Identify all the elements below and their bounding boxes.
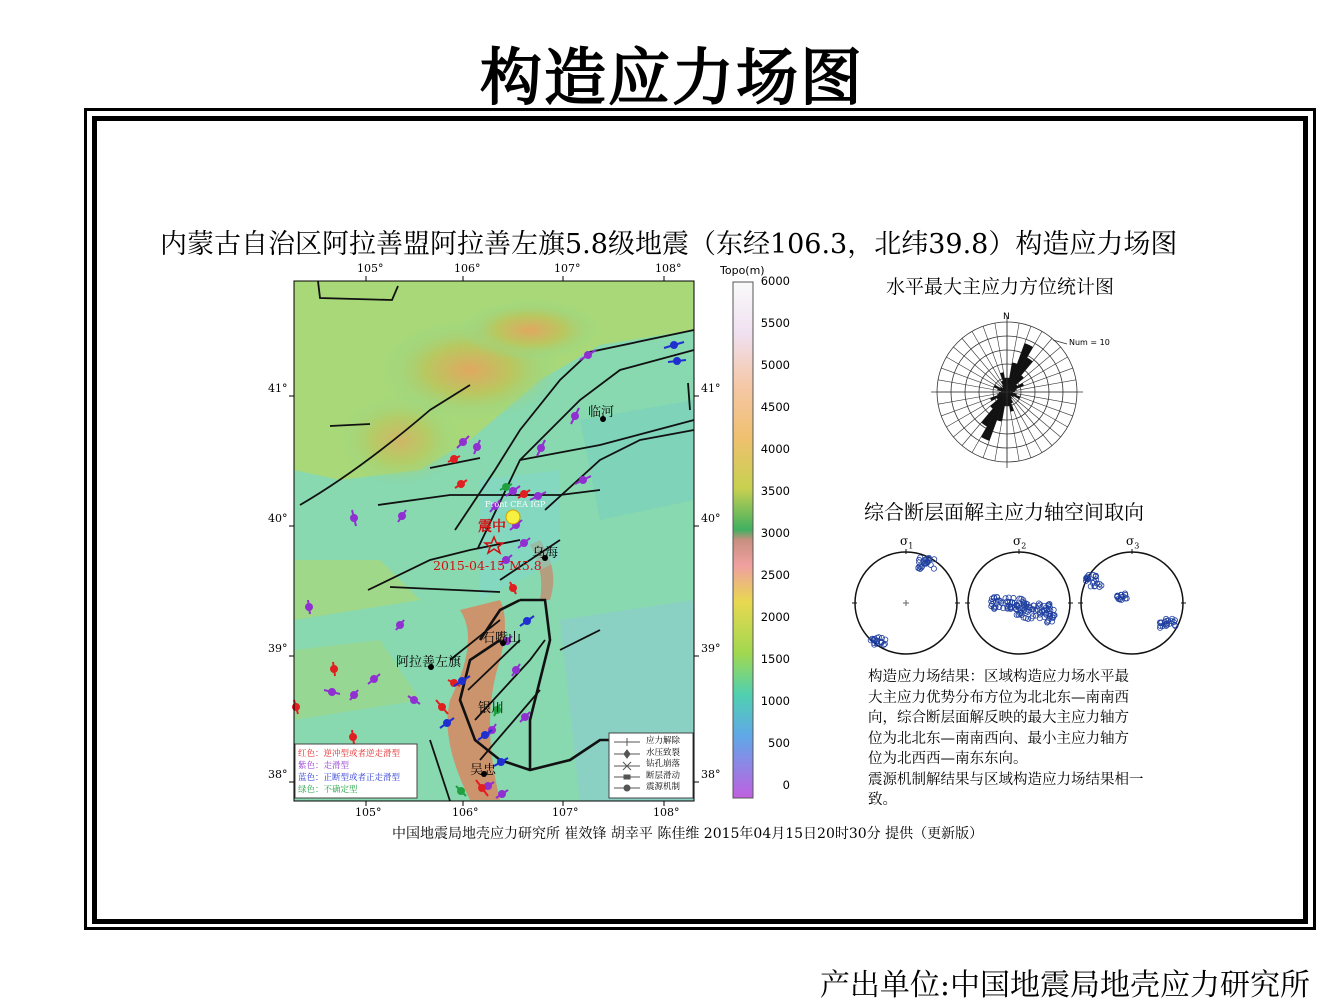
lat-tick-right-41: 41° <box>701 382 721 395</box>
place-alashan: 阿拉善左旗 <box>396 655 462 670</box>
lon-tick-bottom-107: 107° <box>552 806 579 819</box>
sigma2-label: $\sigma_2$ <box>1013 534 1027 551</box>
result-line: 大主应力优势分布方位为北北东—南南西 <box>868 689 1129 706</box>
lat-tick-left-38: 38° <box>268 768 288 781</box>
rose-diagram <box>931 316 1083 468</box>
result-line: 向，综合断层面解反映的最大主应力轴方 <box>868 710 1129 726</box>
legend-stress-relief: 应力解除 <box>646 736 681 746</box>
place-wuzhong: 吴忠 <box>470 763 497 778</box>
place-yinchuan: 银川 <box>478 701 505 716</box>
lon-tick-top-108: 108° <box>655 262 682 275</box>
lat-tick-left-41: 41° <box>268 382 288 395</box>
result-line: 位为北西西—南东东向。 <box>868 751 1028 767</box>
result-line: 致。 <box>868 792 897 808</box>
colorbar-tick-label: 5500 <box>760 316 790 330</box>
lon-tick-top-107: 107° <box>554 262 581 275</box>
legend-unknown: 绿色：不确定型 <box>298 785 358 795</box>
place-wuhai: 乌海 <box>532 546 559 561</box>
topo-map <box>294 281 694 801</box>
lon-tick-bottom-105: 105° <box>355 806 382 819</box>
colorbar-tick-label: 2000 <box>760 610 790 624</box>
method-legend <box>646 736 680 794</box>
colorbar-tick-label: 3000 <box>760 526 790 540</box>
sigma3-label: $\sigma_3$ <box>1126 534 1140 551</box>
colorbar-tick-label: 4500 <box>760 400 790 414</box>
lat-tick-left-40: 40° <box>268 512 288 525</box>
colorbar-tick-label: 2500 <box>760 568 790 582</box>
colorbar-tick-label: 4000 <box>760 442 790 456</box>
colorbar-title: Topo(m) <box>720 264 765 277</box>
colorbar-tick-label: 1000 <box>760 694 790 708</box>
map-title: 内蒙古自治区阿拉善盟阿拉善左旗5.8级地震（东经106.3，北纬39.8）构造应力场图 <box>160 229 1178 260</box>
stereonet-sigma3 <box>1078 549 1186 654</box>
result-line: 位为北北东—南南西向、最小主应力轴方 <box>868 730 1129 747</box>
result-line: 构造应力场结果：区域构造应力场水平最 <box>868 669 1129 685</box>
legend-strike-slip: 紫色：走滑型 <box>298 761 350 771</box>
colorbar <box>733 282 753 798</box>
stereo-title: 综合断层面解主应力轴空间取向 <box>864 500 1144 524</box>
colorbar-tick-label: 6000 <box>760 274 790 288</box>
place-linhe: 临河 <box>588 405 615 420</box>
lat-tick-left-39: 39° <box>268 642 288 655</box>
rose-north-label: N <box>1003 312 1010 322</box>
stereonet-sigma2 <box>965 549 1073 654</box>
lat-tick-right-38: 38° <box>701 768 721 781</box>
rose-num-label: Num = 10 <box>1069 338 1110 347</box>
stereonet-sigma1 <box>852 549 960 654</box>
colorbar-tick-label: 0 <box>782 778 790 792</box>
rose-title: 水平最大主应力方位统计图 <box>886 276 1115 298</box>
legend-breakout: 钻孔崩落 <box>646 759 681 769</box>
lon-tick-top-105: 105° <box>357 262 384 275</box>
legend-thrust: 红色：逆冲型或者逆走滑型 <box>298 749 401 759</box>
colorbar-tick-label: 5000 <box>760 358 790 372</box>
epicenter-label: 震中 <box>478 519 506 535</box>
page-title: 构造应力场图 <box>479 41 864 114</box>
color-legend <box>298 748 400 796</box>
legend-hydrofrac: 水压致裂 <box>646 747 681 758</box>
legend-focal-mechanism: 震源机制 <box>646 782 681 792</box>
lon-tick-bottom-106: 106° <box>452 806 479 819</box>
event-label: 2015-04-15 M5.8 <box>433 558 542 573</box>
legend-normal: 蓝色：正断型或者正走滑型 <box>298 773 401 783</box>
result-line: 震源机制解结果与区域构造应力场结果相一 <box>868 771 1144 788</box>
colorbar-tick-label: 1500 <box>760 652 790 666</box>
place-shizuishan: 石嘴山 <box>482 631 522 646</box>
lon-tick-top-106: 106° <box>454 262 481 275</box>
colorbar-tick-label: 500 <box>768 736 790 750</box>
colorbar-tick-label: 3500 <box>760 484 790 498</box>
lon-tick-bottom-108: 108° <box>653 806 680 819</box>
lat-tick-right-40: 40° <box>701 512 721 525</box>
sigma1-label: $\sigma_1$ <box>900 534 914 551</box>
footer-org: 产出单位:中国地震局地壳应力研究所 <box>819 968 1310 1003</box>
result-text <box>868 667 1193 811</box>
lat-tick-right-39: 39° <box>701 642 721 655</box>
credit-line: 中国地震局地壳应力研究所 崔效锋 胡幸平 陈佳维 2015年04月15日20时30分 提供（更新版） <box>392 826 984 842</box>
legend-fault-slip: 断层滑动 <box>646 770 681 781</box>
station-label: Front CEA IGP <box>485 500 546 509</box>
